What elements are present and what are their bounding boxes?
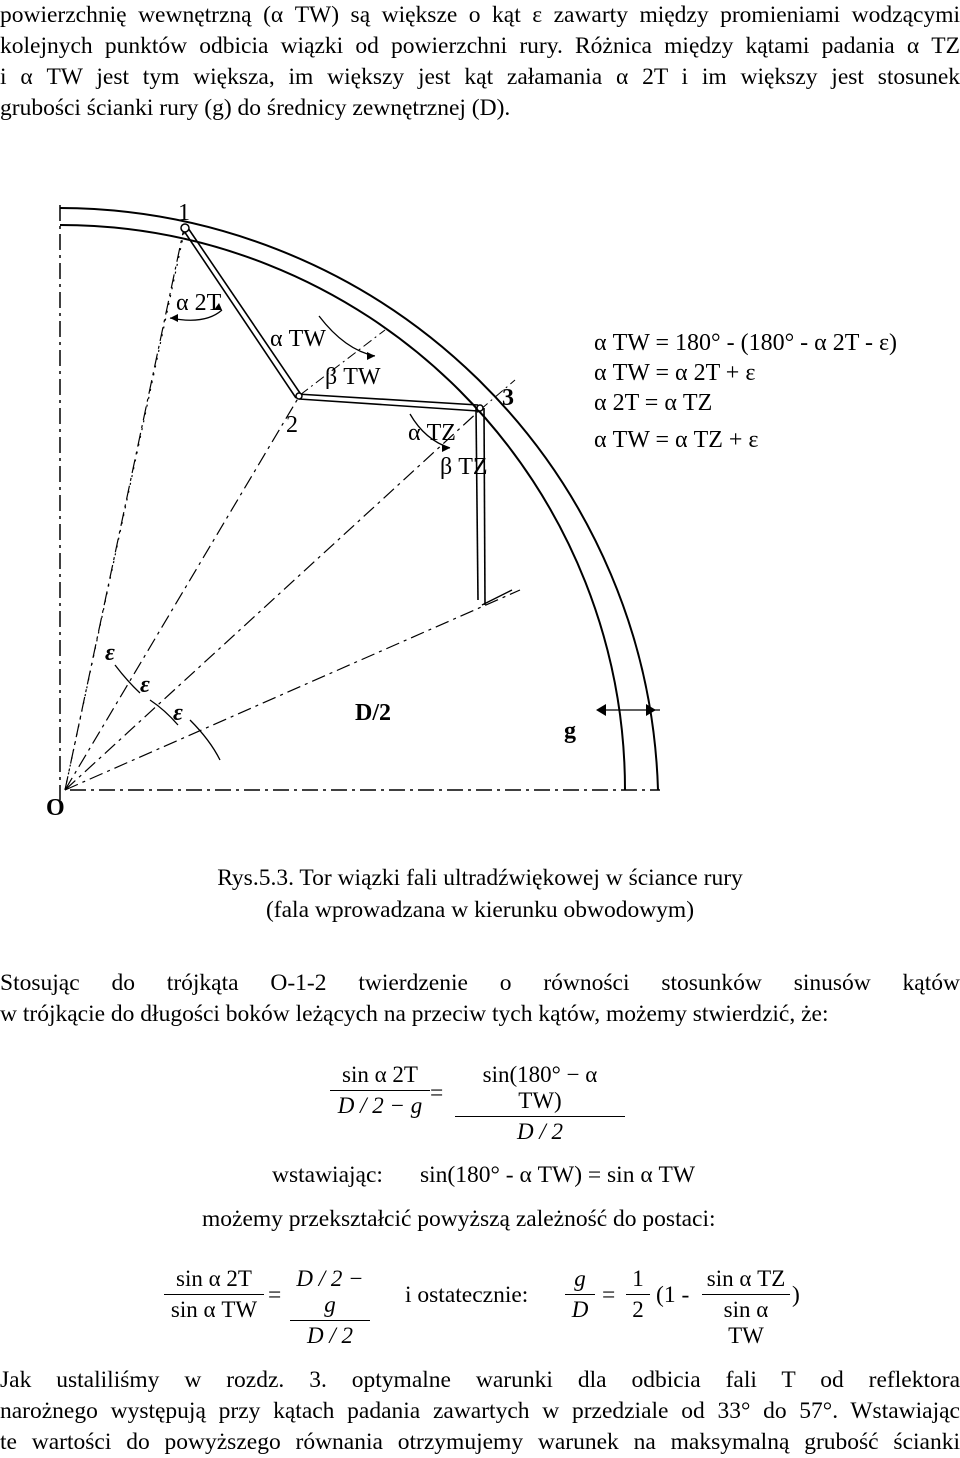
angle-arc-eps3	[190, 720, 220, 760]
formula2-open: (1 -	[656, 1282, 690, 1308]
label-eps-1: ε	[105, 640, 115, 666]
arrowhead	[367, 352, 375, 360]
formula1-lhs-den: D / 2 − g	[337, 1093, 423, 1118]
formula2-lhs-den: sin α TW	[170, 1297, 258, 1322]
formula2-sin-tw: sin α TW	[723, 1297, 769, 1348]
radius-line-3	[65, 410, 480, 790]
figure-caption	[0, 862, 960, 926]
body1-line-1: Stosując do trójkąta O-1-2 twierdzenie o równości stosunków sinusów kątów	[0, 970, 960, 996]
body1-line-2: w trójkącie do długości boków leżących na przeciw tych kątów, możemy stwierdzić, że:	[0, 1001, 829, 1027]
intro-line-2: kolejnych punktów odbicia wiązki od powierzchni rury. Różnica między kątami padania α TZ	[0, 33, 960, 59]
caption-line-2: (fala wprowadzana w kierunku obwodowym)	[265, 897, 695, 923]
label-eps-3: ε	[173, 700, 183, 726]
substitution-label: wstawiając:	[272, 1162, 383, 1188]
label-eps-2: ε	[140, 672, 150, 698]
formula1-rhs-den: D / 2	[517, 1119, 563, 1144]
intro-paragraph	[0, 0, 960, 124]
fraction-bar	[290, 1320, 370, 1321]
formula2-equals: =	[268, 1282, 282, 1308]
equation-1: α TW = 180° - (180° - α 2T - ε)	[594, 330, 898, 356]
radius-line-1	[65, 228, 184, 790]
body2-line-2: narożnego występują przy kątach padania zawartych w przedziale od 33° do 57°. Wstawiając	[0, 1398, 960, 1424]
formula2-d: D	[571, 1297, 589, 1322]
formula2-close: )	[792, 1282, 800, 1308]
label-betatw: β TW	[325, 364, 381, 390]
formula2-g: g	[574, 1266, 586, 1291]
label-alphatz: α TZ	[408, 420, 456, 446]
label-origin: O	[46, 795, 65, 821]
radius-line-2	[65, 395, 300, 790]
fraction-bar	[702, 1294, 790, 1295]
point-3-marker	[477, 405, 483, 411]
label-point-2: 2	[286, 412, 298, 438]
label-alpha2t: α 2T	[176, 290, 222, 316]
formula1-equals: =	[430, 1080, 444, 1106]
label-radius: D/2	[355, 700, 391, 726]
equation-4: α TW = α TZ + ε	[594, 427, 759, 453]
fraction-bar	[455, 1116, 625, 1117]
point-2-marker	[296, 393, 302, 399]
formula2-connector: i ostatecznie:	[405, 1282, 529, 1308]
sin-ratio	[702, 1266, 790, 1349]
ray-path-figure	[0, 180, 960, 840]
formula2-rhs-den: D / 2	[307, 1323, 353, 1348]
formula2-one: 1	[632, 1266, 644, 1291]
formula1-lhs	[330, 1062, 430, 1119]
arrowhead	[596, 704, 606, 716]
transform-text: możemy przekształcić powyższą zależność do postaci:	[202, 1206, 716, 1232]
inner-wall-arc	[60, 225, 625, 790]
formula2-sin-tz: sin α TZ	[706, 1266, 786, 1291]
angle-arc-betatw	[319, 316, 375, 356]
equation-2: α TW = α 2T + ε	[594, 360, 756, 386]
g-over-d	[565, 1266, 595, 1323]
body-paragraph-1	[0, 968, 960, 1030]
formula2-lhs-num: sin α 2T	[176, 1266, 252, 1291]
label-point-1: 1	[178, 200, 190, 226]
body-paragraph-2	[0, 1365, 960, 1458]
fraction-bar	[330, 1090, 430, 1091]
formula1-rhs	[455, 1062, 625, 1145]
label-alphatw: α TW	[270, 326, 326, 352]
fraction-bar	[565, 1294, 595, 1295]
equation-3: α 2T = α TZ	[594, 390, 713, 416]
formula2-two: 2	[632, 1297, 644, 1322]
one-half	[626, 1266, 650, 1323]
radius-line-4	[65, 590, 520, 790]
intro-line-3: i α TW jest tym większa, im większy jest kąt załamania α 2T i im większy jest stosunek	[0, 64, 960, 90]
body2-line-1: Jak ustaliliśmy w rozdz. 3. optymalne warunki dla odbicia fali T od reflektora	[0, 1367, 960, 1393]
formula2-rhs	[290, 1266, 370, 1349]
caption-line-1: Rys.5.3. Tor wiązki fali ultradźwiękowej w ściance rury	[217, 865, 743, 891]
body2-line-3: te wartości do powyższego równania otrzymujemy warunek na maksymalną grubość ścianki	[0, 1429, 960, 1455]
label-thickness: g	[564, 718, 576, 744]
formula2-rhs-num: D / 2 − g	[296, 1266, 364, 1317]
label-betatz: β TZ	[440, 454, 488, 480]
fraction-bar	[626, 1294, 650, 1295]
substitution-expr: sin(180° - α TW) = sin α TW	[420, 1162, 696, 1188]
formula1-lhs-num: sin α 2T	[342, 1062, 418, 1087]
fraction-bar	[164, 1294, 264, 1295]
formula1-rhs-num: sin(180° − α TW)	[482, 1062, 598, 1113]
beam-end	[482, 590, 512, 605]
label-point-3: 3	[502, 385, 514, 411]
beam-path	[182, 228, 485, 605]
intro-line-1: powierzchnię wewnętrzną (α TW) są większe o kąt ε zawarty między promieniami wodzącymi	[0, 2, 960, 28]
formula2-lhs	[164, 1266, 264, 1323]
intro-line-4: grubości ścianki rury (g) do średnicy zewnętrznej (D).	[0, 95, 511, 121]
formula2-equals-2: =	[602, 1282, 616, 1308]
